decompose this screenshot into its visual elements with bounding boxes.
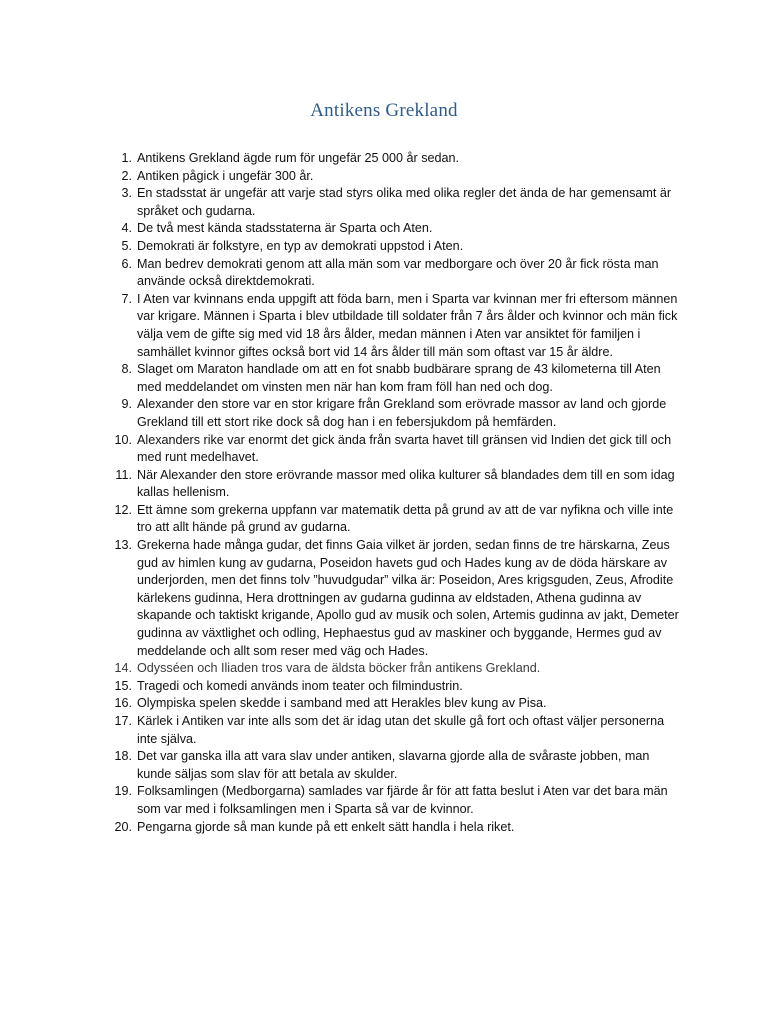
list-item-text: Odysséen och Iliaden tros vara de äldsta böcker från antikens Grekland.: [137, 661, 541, 676]
list-item-text: Demokrati är folkstyre, en typ av demokrati uppstod i Aten.: [137, 238, 464, 253]
list-item-text: Ett ämne som grekerna uppfann var matematik detta på grund av att de var nyfikna och ville inte tro att allt hände på grund av gudarna.: [137, 502, 674, 535]
list-item-number: 6 .: [110, 256, 132, 274]
list-item: [110, 819, 680, 837]
list-item: [110, 361, 680, 396]
list-item-number: 8 .: [110, 361, 132, 379]
list-item-number: 3 .: [110, 185, 132, 203]
list-item-number: 7 .: [110, 291, 132, 309]
list-item-number: 20 .: [110, 819, 132, 837]
list-item-number: 13 .: [110, 537, 132, 555]
numbered-list: [110, 150, 680, 836]
list-item: [110, 220, 680, 238]
list-item-text: Olympiska spelen skedde i samband med att Herakles blev kung av Pisa.: [137, 696, 547, 711]
list-item-text: Grekerna hade många gudar, det finns Gaia vilket är jorden, sedan finns de tre härskarna, Zeus gud av himlen kung av gudarna, Poseidon havets gud och Hades kung av de döda härskare av underjorden, men det finns tolv ”huvudgudar” vilka är: Poseidon, Ares krigsguden, Zeus, Afrodite kärlekens gudinna, Hera drottningen av gudarna gudinna av eldstaden, Athena gudinna av skapande och taktiskt krigande, Apollo gud av musik och solen, Artemis gudinna av jakt, Demeter gudinna av växtlighet och odling, Hephaestus gud av maskiner och byggande, Hermes gud av meddelande och allt som reser med väg och Hades.: [137, 538, 679, 658]
list-item-text: En stadsstat är ungefär att varje stad styrs olika med olika regler det ända de har gemensamt är språket och gudarna.: [137, 186, 672, 218]
list-item-text: Antikens Grekland ägde rum för ungefär 25 000 år sedan.: [137, 151, 460, 165]
list-item-number: 19 .: [110, 783, 132, 801]
list-item-text: När Alexander den store erövrande massor med olika kulturer så blandades dem till en som idag kallas hellenism.: [137, 467, 675, 500]
list-item-number: 16 .: [110, 695, 132, 713]
list-item: [110, 748, 680, 783]
list-item-text: Alexanders rike var enormt det gick ända från svarta havet till gränsen vid Indien det gick till och med runt medelhavet.: [137, 432, 672, 465]
list-item: [110, 660, 680, 678]
list-item: [110, 185, 680, 220]
list-item-number: 18 .: [110, 748, 132, 766]
list-item: [110, 783, 680, 818]
document-title: Antikens Grekland: [310, 100, 458, 121]
list-item-text: Folksamlingen (Medborgarna) samlades var fjärde år för att fatta beslut i Aten var det bara män som var med i folksamlingen men i Sparta så var de kvinnor.: [137, 784, 668, 816]
list-item-number: 1 .: [110, 150, 132, 168]
list-item: [110, 502, 680, 537]
list-item-number: 4 .: [110, 220, 132, 238]
list-item-text: Kärlek i Antiken var inte alls som det är idag utan det skulle gå fort och oftast väljer personerna inte själva.: [137, 714, 665, 746]
list-item: [110, 168, 680, 186]
list-item: [110, 150, 680, 168]
list-item: [110, 291, 680, 361]
list-item: [110, 432, 680, 467]
list-item-text: De två mest kända stadsstaterna är Sparta och Aten.: [137, 221, 433, 236]
list-item-number: 17 .: [110, 713, 132, 731]
list-item-number: 5 .: [110, 238, 132, 256]
list-item: [110, 537, 680, 660]
list-item-text: Pengarna gjorde så man kunde på ett enkelt sätt handla i hela riket.: [137, 819, 515, 834]
list-item: [110, 396, 680, 431]
list-item: [110, 695, 680, 713]
list-item-text: I Aten var kvinnans enda uppgift att föda barn, men i Sparta var kvinnan mer fri eftersom männen var krigare. Männen i Sparta i blev utbildade till soldater från 7 års ålder och kvinnor och män fick välja vem de gifte sig med vid 18 års ålder, medan männen i Aten var ansiktet för familjen i samhället kvinnor giftes också bort vid 14 års ålder till män som oftast var 15 år äldre.: [137, 291, 678, 359]
list-item: [110, 467, 680, 502]
list-item-text: Slaget om Maraton handlade om att en fot snabb budbärare sprang de 43 kilometerna till Aten med meddelandet om vinsten men när han kom fram föll han ned och dog.: [137, 362, 661, 394]
list-item-number: 10 .: [110, 432, 132, 450]
list-item: [110, 256, 680, 291]
list-item-number: 14 .: [110, 660, 132, 678]
list-item: [110, 713, 680, 748]
list-item-text: Det var ganska illa att vara slav under antiken, slavarna gjorde alla de svåraste jobben, man kunde säljas som slav för att betala av skulder.: [137, 749, 650, 781]
list-item-text: Antiken pågick i ungefär 300 år.: [137, 168, 314, 183]
list-item-number: 12 .: [110, 502, 132, 520]
list-item-text: Tragedi och komedi används inom teater och filmindustrin.: [137, 678, 463, 693]
list-item: [110, 678, 680, 696]
list-item-number: 9 .: [110, 396, 132, 414]
list-item-text: Alexander den store var en stor krigare från Grekland som erövrade massor av land och gjorde Grekland till ett stort rike dock så dog han i en febersjukdom på hemfärden.: [137, 397, 667, 429]
list-item: [110, 238, 680, 256]
list-item-number: 15 .: [110, 678, 132, 696]
list-item-text: Man bedrev demokrati genom att alla män som var medborgare och över 20 år fick rösta man använde också direktdemokrati.: [137, 256, 659, 289]
list-item-number: 11 .: [110, 467, 132, 485]
list-item-number: 2 .: [110, 168, 132, 186]
